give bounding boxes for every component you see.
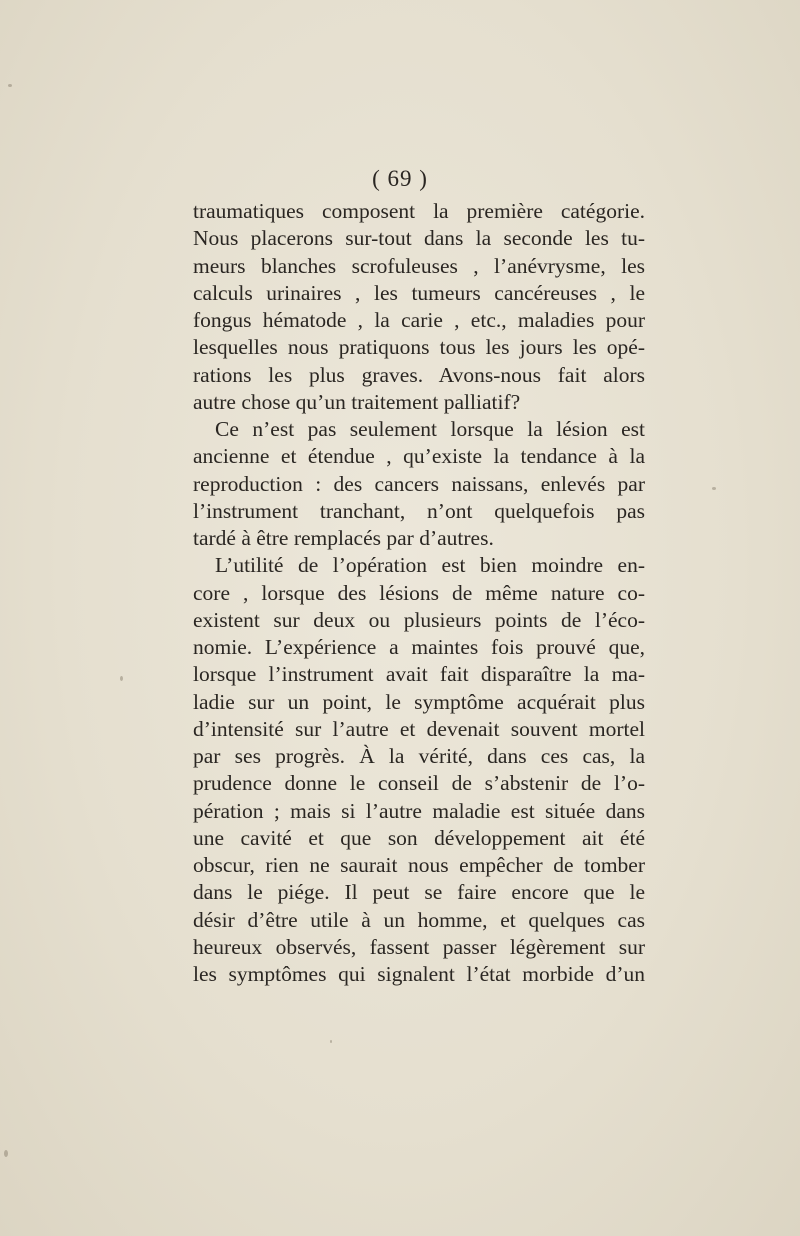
page-number: ( 69 ) — [372, 166, 428, 191]
text-line: les symptômes qui signalent l’état morbide d’un — [193, 962, 645, 986]
text-line: Nous placerons sur-tout dans la seconde les tu- — [193, 226, 645, 251]
text-line: tardé à être remplacés par d’autres. — [193, 526, 494, 550]
text-line: existent sur deux ou plusieurs points de l’éco- — [193, 607, 645, 632]
text-line: par ses progrès. À la vérité, dans ces cas, la — [193, 744, 645, 768]
text-line: d’intensité sur l’autre et devenait souvent mortel — [193, 716, 645, 741]
text-line: Ce n’est pas seulement lorsque la lésion est — [215, 417, 645, 441]
text-line: core , lorsque des lésions de même nature co- — [193, 580, 645, 605]
text-line: lesquelles nous pratiquons tous les jours les opé- — [193, 335, 645, 360]
text-line: ladie sur un point, le symptôme acquérait plus — [193, 689, 645, 714]
text-line: obscur, rien ne saurait nous empêcher de tomber — [193, 853, 645, 877]
text-line: calculs urinaires , les tumeurs cancéreuses , le — [193, 280, 645, 305]
text-line: pération ; mais si l’autre maladie est située dans — [193, 798, 645, 823]
text-line: désir d’être utile à un homme, et quelques cas — [193, 907, 645, 932]
paper-speck — [712, 487, 716, 490]
text-line: reproduction : des cancers naissans, enlevés par — [193, 471, 645, 496]
text-line: lorsque l’instrument avait fait disparaître la ma- — [193, 662, 645, 687]
text-line: prudence donne le conseil de s’abstenir de l’o- — [193, 771, 645, 796]
text-line: autre chose qu’un traitement palliatif? — [193, 389, 521, 414]
paper-speck — [330, 1040, 332, 1043]
paper-speck — [8, 84, 12, 87]
text-line: meurs blanches scrofuleuses , l’anévrysme, les — [193, 253, 645, 278]
text-line: rations les plus graves. Avons-nous fait alors — [193, 362, 645, 387]
text-line: nomie. L’expérience a maintes fois prouvé que, — [193, 635, 645, 659]
text-line: fongus hématode , la carie , etc., maladies pour — [193, 308, 645, 332]
text-line: heureux observés, fassent passer légèrement sur — [193, 934, 645, 959]
text-line: dans le piége. Il peut se faire encore que le — [193, 880, 645, 905]
paper-speck — [4, 1150, 8, 1157]
text-line: une cavité et que son développement ait été — [193, 825, 645, 850]
text-line: L’utilité de l’opération est bien moindre en- — [215, 553, 645, 578]
paper-speck — [120, 676, 123, 681]
text-line: l’instrument tranchant, n’ont quelquefois pas — [193, 498, 645, 523]
text-line: traumatiques composent la première catégorie. — [193, 199, 645, 223]
body-text — [193, 198, 645, 988]
text-line: ancienne et étendue , qu’existe la tendance à la — [193, 444, 645, 469]
